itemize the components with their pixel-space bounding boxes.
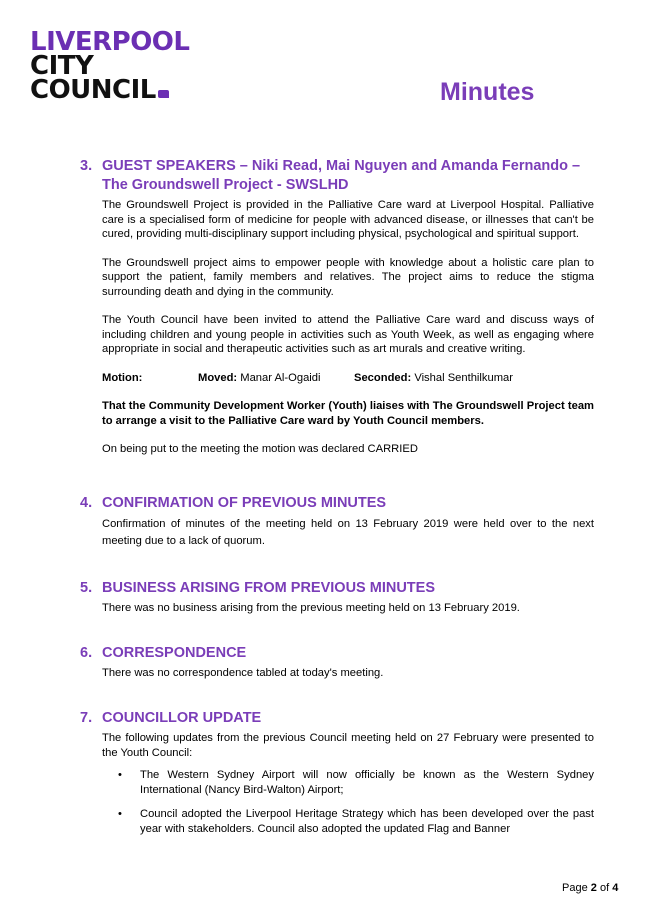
seconded-label: Seconded: xyxy=(354,371,412,384)
section-number: 7. xyxy=(80,710,93,726)
section-business-arising xyxy=(80,579,594,616)
section-confirmation-of-minutes xyxy=(80,494,594,550)
page-number xyxy=(562,882,618,894)
page-current: 2 xyxy=(590,882,597,894)
section-body xyxy=(102,198,594,457)
section-number: 4. xyxy=(80,495,93,511)
section-title: COUNCILLOR UPDATE xyxy=(102,710,262,726)
section-heading xyxy=(80,494,594,513)
motion-label: Motion: xyxy=(102,371,143,384)
council-logo xyxy=(30,27,190,105)
paragraph: The Groundswell Project is provided in the Palliative Care ward at Liverpool Hospital. Palliative care is a specialised form of medicine for people with advanced disease, or illnesses that can't be cured, providing multi-disciplinary support including physical, psychological and spiritual support. xyxy=(102,199,594,240)
section-number: 6. xyxy=(80,645,93,661)
list-item-text: Council adopted the Liverpool Heritage Strategy which has been developed over the past year with stakeholders. Council also adopted the updated Flag and Banner xyxy=(140,808,594,835)
seconded-by-name: Vishal Senthilkumar xyxy=(414,371,513,384)
section-heading xyxy=(80,644,594,663)
logo-mark-icon xyxy=(158,90,169,98)
page-total: 4 xyxy=(612,882,619,894)
section-number: 5. xyxy=(80,580,93,596)
section-heading xyxy=(80,157,594,195)
page-of: of xyxy=(599,882,610,894)
section-councillor-update xyxy=(80,709,594,846)
motion-outcome: On being put to the meeting the motion was declared CARRIED xyxy=(102,443,418,455)
section-body: Confirmation of minutes of the meeting held on 13 February 2019 were held over to the next meeting due to a lack of quorum. xyxy=(102,518,594,547)
logo-line-city: CITY xyxy=(30,51,94,81)
section-title: BUSINESS ARISING FROM PREVIOUS MINUTES xyxy=(102,580,435,596)
section-body: There was no correspondence tabled at today's meeting. xyxy=(102,667,384,679)
moved-label: Moved: xyxy=(198,371,238,384)
paragraph: The Youth Council have been invited to attend the Palliative Care ward and discuss ways of including children and young people in activities such as Youth Week, as well as engaging where appropriate in social and therapeutic activities such as art murals and creative writing. xyxy=(102,314,594,355)
moved-by xyxy=(198,371,354,386)
section-heading xyxy=(80,709,594,728)
logo-line-liverpool: LIVERPOOL xyxy=(30,27,190,57)
bullet-icon: • xyxy=(118,769,122,781)
document-title: Minutes xyxy=(440,78,535,106)
motion-row xyxy=(102,371,594,386)
seconded-by xyxy=(354,371,513,386)
paragraph: The Groundswell project aims to empower people with knowledge about a holistic care plan to support the patient, family members and relatives. The project aims to reduce the stigma surrounding death and dying in the community. xyxy=(102,256,594,298)
section-number: 3. xyxy=(80,158,93,174)
section-body xyxy=(102,731,594,836)
bullet-icon: • xyxy=(118,808,122,820)
section-heading xyxy=(80,579,594,598)
logo-line-council-text: COUNCIL xyxy=(30,75,156,105)
list-item xyxy=(102,768,594,797)
section-title: CORRESPONDENCE xyxy=(102,645,247,661)
moved-by-name: Manar Al-Ogaidi xyxy=(240,371,321,384)
section-body: There was no business arising from the previous meeting held on 13 February 2019. xyxy=(102,602,520,614)
section-guest-speakers xyxy=(80,157,594,471)
page-label: Page xyxy=(562,882,588,894)
paragraph: The following updates from the previous Council meeting held on 27 February were presented to the Youth Council: xyxy=(102,732,594,759)
resolution-text: That the Community Development Worker (Youth) liaises with The Groundswell Project team to arrange a visit to the Palliative Care ward by Youth Council members. xyxy=(102,400,594,427)
update-list xyxy=(102,768,594,836)
section-title: GUEST SPEAKERS – Niki Read, Mai Nguyen and Amanda Fernando – The Groundswell Project - SWSLHD xyxy=(102,158,581,193)
logo-line-council xyxy=(30,75,189,105)
list-item xyxy=(102,807,594,836)
list-item-text: The Western Sydney Airport will now officially be known as the Western Sydney International (Nancy Bird-Walton) Airport; xyxy=(140,769,594,796)
section-title: CONFIRMATION OF PREVIOUS MINUTES xyxy=(102,495,387,511)
section-correspondence xyxy=(80,644,594,681)
